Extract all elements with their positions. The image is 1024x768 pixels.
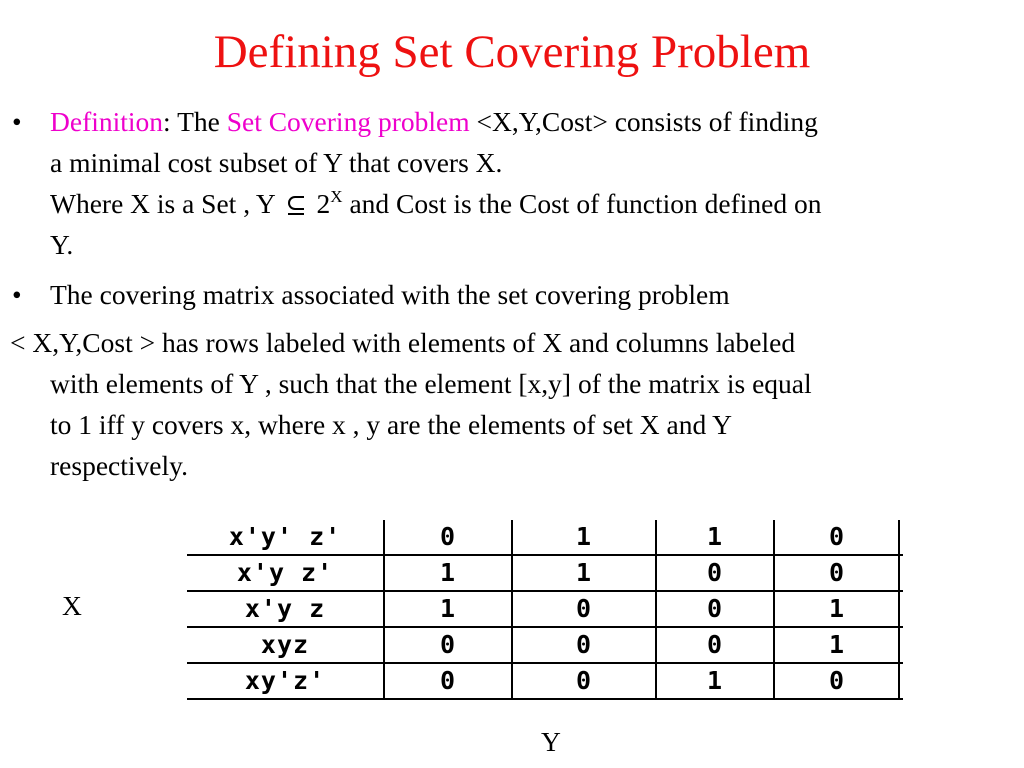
table-row [187, 592, 903, 628]
column-divider [511, 520, 513, 700]
table-row [187, 628, 903, 664]
column-divider [773, 520, 775, 700]
description-line-1: < X,Y,Cost > has rows labeled with elements of X and columns labeled [10, 327, 796, 358]
definition-line-4: Y. [50, 229, 74, 260]
table-cell: 0 [575, 594, 593, 623]
row-label: x'y z [244, 594, 326, 623]
table-row [187, 664, 903, 700]
row-label: xy'z' [244, 666, 326, 695]
column-divider [898, 520, 900, 700]
set-y-label: Y [541, 726, 561, 757]
table-cell: 1 [706, 666, 724, 695]
table-cell: 0 [706, 558, 724, 587]
row-label: x'y' z' [228, 522, 342, 551]
definition-text-rest: <X,Y,Cost> consists of finding [469, 106, 818, 137]
where-text: Where X is a Set , Y [50, 188, 282, 219]
table-cell: 0 [575, 666, 593, 695]
table-row [187, 556, 903, 592]
row-label: x'y z' [236, 558, 334, 587]
table-row [187, 520, 903, 556]
cost-text: and Cost is the Cost of function defined on [342, 188, 822, 219]
table-cell: 1 [575, 558, 593, 587]
bullet-marker: • [12, 106, 22, 137]
table-cell: 1 [828, 594, 846, 623]
slide-title: Defining Set Covering Problem [213, 26, 811, 78]
definition-line-2: a minimal cost subset of Y that covers X. [50, 147, 503, 178]
column-divider [383, 520, 385, 700]
set-x-label: X [62, 590, 82, 621]
subset-eq-symbol [284, 194, 308, 216]
power-set-exponent: X [330, 187, 343, 206]
table-cell: 0 [706, 594, 724, 623]
row-label: xyz [260, 630, 310, 659]
table-cell: 1 [575, 522, 593, 551]
power-set-base: 2 [309, 188, 331, 219]
definition-term: Definition [50, 106, 164, 137]
bullet-marker: • [12, 279, 22, 310]
table-cell: 0 [828, 558, 846, 587]
description-line-3: to 1 iff y covers x, where x , y are the elements of set X and Y [50, 409, 732, 440]
problem-name: Set Covering problem [226, 106, 470, 137]
column-divider [655, 520, 657, 700]
definition-line-3 [50, 183, 1020, 224]
definition-paragraph [50, 101, 1020, 265]
table-cell: 0 [828, 522, 846, 551]
table-cell: 0 [439, 522, 457, 551]
table-cell: 0 [706, 630, 724, 659]
table-cell: 0 [439, 666, 457, 695]
table-cell: 1 [439, 594, 457, 623]
covering-matrix-description [10, 322, 1010, 486]
covering-matrix-table [187, 520, 903, 700]
table-cell: 1 [439, 558, 457, 587]
description-line-2: with elements of Y , such that the element [x,y] of the matrix is equal [50, 368, 812, 399]
table-cell: 1 [828, 630, 846, 659]
definition-line-1 [50, 101, 1020, 142]
covering-matrix-bullet: The covering matrix associated with the set covering problem [50, 279, 730, 310]
table-cell: 0 [828, 666, 846, 695]
table-cell: 0 [439, 630, 457, 659]
table-cell: 1 [706, 522, 724, 551]
table-cell: 0 [575, 630, 593, 659]
definition-text: : The [163, 106, 227, 137]
description-line-4: respectively. [50, 450, 188, 481]
